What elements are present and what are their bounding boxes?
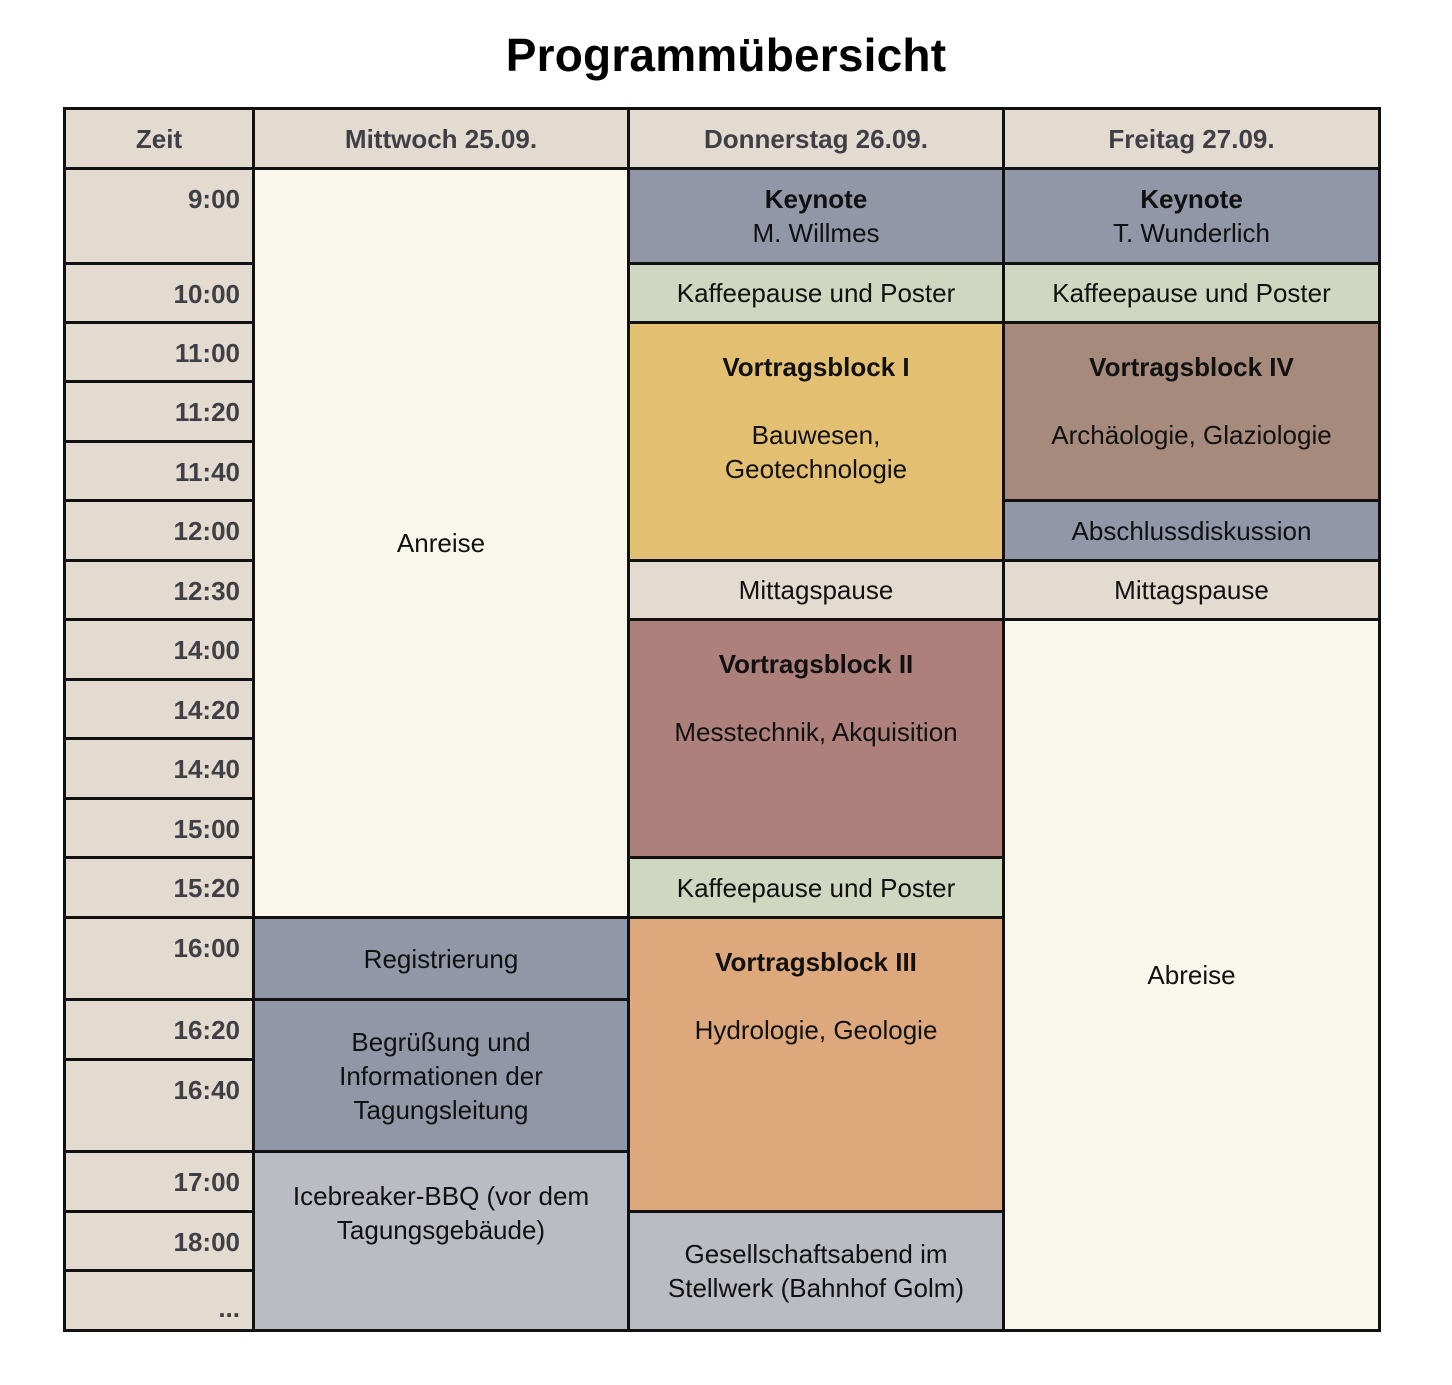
event-vortragsblock-2 [627, 618, 1005, 859]
event-title: Vortragsblock II [718, 649, 914, 679]
page-title: Programmübersicht [505, 29, 947, 81]
event-abreise [1002, 618, 1381, 1332]
event-topic: Bauwesen, Geotechnologie [724, 420, 908, 484]
time-slot: 12:00 [63, 499, 255, 562]
event-vortragsblock-1 [627, 321, 1005, 562]
event-label: Mittagspause [1114, 575, 1269, 605]
header-day1: Mittwoch 25.09. [252, 107, 630, 170]
event-title: Vortragsblock I [722, 352, 910, 382]
event-label: Gesellschaftsabend im Stellwerk (Bahnhof Golm) [667, 1239, 965, 1303]
time-slot: 14:20 [63, 678, 255, 740]
event-lunch-day3 [1002, 559, 1381, 621]
event-title: Vortragsblock IV [1089, 352, 1294, 382]
event-label: Mittagspause [738, 575, 894, 605]
event-coffee-day2-morning [627, 262, 1005, 324]
event-title: Keynote [1140, 184, 1243, 214]
time-slot: 16:00 [63, 916, 255, 1001]
event-vortragsblock-3 [627, 916, 1005, 1213]
event-begruessung [252, 998, 630, 1153]
event-label: Abreise [1147, 960, 1236, 990]
event-label: Anreise [396, 528, 486, 558]
event-label: Kaffeepause und Poster [1052, 278, 1331, 308]
event-label: Registrierung [363, 943, 519, 974]
time-slot: 16:20 [63, 998, 255, 1061]
time-slot: 11:20 [63, 380, 255, 443]
event-label: Icebreaker-BBQ (vor dem Tagungsgebäude) [292, 1181, 590, 1245]
time-slot: 15:00 [63, 797, 255, 859]
time-slot: 15:20 [63, 856, 255, 919]
event-coffee-day3 [1002, 262, 1381, 324]
header-day2: Donnerstag 26.09. [627, 107, 1005, 170]
time-slot: 16:40 [63, 1058, 255, 1153]
time-slot: 14:00 [63, 618, 255, 681]
event-topic: Messtechnik, Akquisition [674, 717, 958, 747]
event-speaker: T. Wunderlich [1112, 218, 1271, 248]
header-time: Zeit [63, 107, 255, 170]
event-label: Kaffeepause und Poster [676, 872, 956, 903]
event-gesellschaftsabend [627, 1210, 1005, 1332]
time-slot: 18:00 [63, 1210, 255, 1272]
event-keynote-day2 [627, 167, 1005, 265]
event-label: Begrüßung und Informationen der Tagungsleitung [339, 1026, 543, 1125]
time-slot: 9:00 [63, 167, 255, 265]
time-slot: 14:40 [63, 737, 255, 800]
event-keynote-day3 [1002, 167, 1381, 265]
event-speaker: M. Willmes [752, 218, 880, 248]
event-lunch-day2 [627, 559, 1005, 621]
event-abschlussdiskussion [1002, 499, 1381, 562]
time-slot: 11:40 [63, 440, 255, 502]
time-slot: 10:00 [63, 262, 255, 324]
time-slot: 12:30 [63, 559, 255, 621]
event-topic: Archäologie, Glaziologie [1051, 420, 1332, 450]
event-coffee-day2-afternoon [627, 856, 1005, 919]
event-title: Vortragsblock III [715, 947, 917, 977]
event-registrierung [252, 916, 630, 1001]
time-slot-more: ... [63, 1269, 255, 1332]
header-day3: Freitag 27.09. [1002, 107, 1381, 170]
event-label: Kaffeepause und Poster [676, 278, 956, 308]
event-title: Keynote [764, 184, 868, 214]
event-vortragsblock-4 [1002, 321, 1381, 502]
time-slot: 11:00 [63, 321, 255, 383]
event-label: Abschlussdiskussion [1071, 515, 1312, 546]
event-topic: Hydrologie, Geologie [694, 1015, 938, 1045]
event-icebreaker [252, 1150, 630, 1332]
event-anreise [252, 167, 630, 919]
time-slot: 17:00 [63, 1150, 255, 1213]
